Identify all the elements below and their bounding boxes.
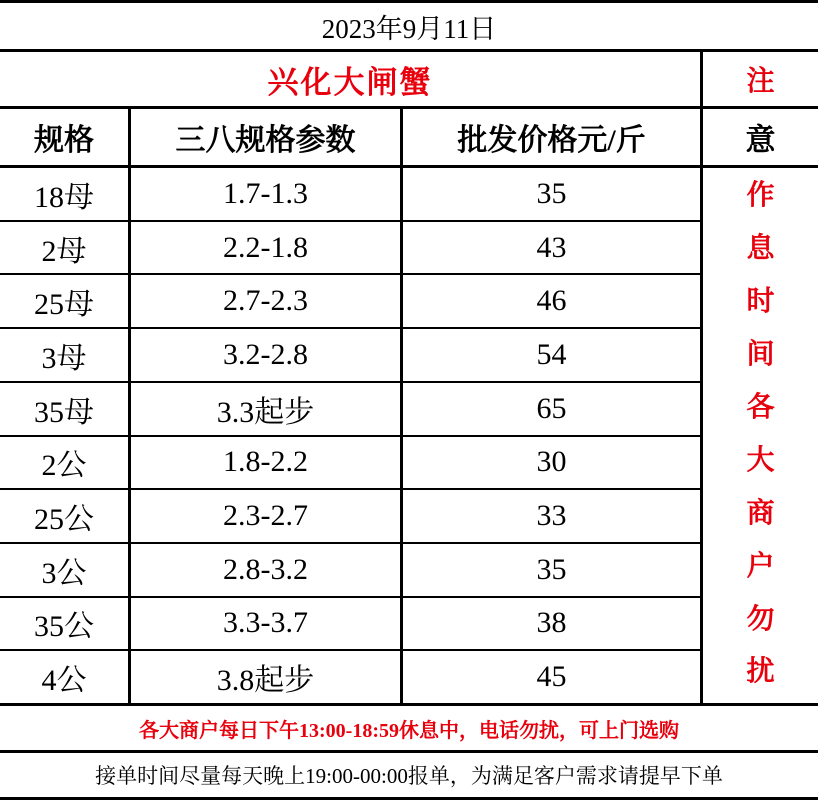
cell-param — [131, 222, 403, 274]
sheet-date: 2023年9月11日 — [321, 13, 497, 44]
cell-text: 65 — [536, 391, 567, 425]
cell-param — [131, 651, 403, 703]
column-header-label: 规格 — [34, 124, 94, 157]
footer-note-order-text: 接单时间尽量每天晚上19:00-00:00报单，为满足客户需求请提早下单 — [95, 764, 723, 788]
cell-param — [131, 490, 403, 542]
note-column — [703, 168, 818, 703]
sheet-title: 兴化大闸蟹 — [267, 64, 433, 100]
cell-spec — [0, 275, 131, 327]
cell-param — [131, 598, 403, 650]
note-char-cell-1 — [703, 109, 818, 165]
cell-text: 2.3-2.7 — [223, 499, 308, 533]
note-char: 大 — [746, 444, 775, 476]
cell-text: 3.3-3.7 — [223, 606, 308, 640]
table-row — [0, 222, 700, 276]
footer-note-order — [0, 753, 818, 797]
cell-price — [403, 275, 700, 327]
table-row — [0, 544, 700, 598]
cell-text: 3.3起步 — [216, 395, 315, 429]
note-char: 间 — [746, 339, 775, 371]
cell-param — [131, 275, 403, 327]
note-char: 息 — [746, 233, 775, 265]
cell-text: 4公 — [41, 664, 87, 698]
column-header-spec — [0, 109, 131, 165]
cell-price — [403, 544, 700, 596]
table-row — [0, 168, 700, 222]
column-header-price — [403, 109, 703, 165]
table-row — [0, 598, 700, 652]
table-row — [0, 490, 700, 544]
cell-price — [403, 651, 700, 703]
cell-text: 38 — [536, 606, 567, 640]
cell-param — [131, 168, 403, 220]
cell-price — [403, 383, 700, 435]
footer-note-rest-text: 各大商户每日下午13:00-18:59休息中，电话勿扰，可上门选购 — [139, 719, 679, 742]
table-row — [0, 383, 700, 437]
cell-text: 2.8-3.2 — [223, 552, 308, 586]
note-char-cell-0 — [703, 52, 818, 106]
note-char: 扰 — [746, 656, 775, 688]
note-char: 作 — [746, 180, 775, 212]
cell-spec — [0, 544, 131, 596]
table-body — [0, 168, 818, 706]
cell-text: 3.2-2.8 — [223, 337, 308, 371]
cell-text: 30 — [536, 445, 567, 479]
cell-text: 35母 — [34, 395, 94, 429]
cell-price — [403, 168, 700, 220]
cell-spec — [0, 490, 131, 542]
note-char: 各 — [746, 392, 775, 423]
column-header-param — [131, 109, 403, 165]
note-char: 商 — [746, 497, 775, 529]
cell-param — [131, 383, 403, 435]
cell-spec — [0, 168, 131, 220]
note-char: 时 — [746, 286, 775, 318]
cell-spec — [0, 329, 131, 381]
note-char: 意 — [745, 124, 776, 157]
note-char: 勿 — [746, 603, 775, 635]
cell-spec — [0, 437, 131, 489]
table-row — [0, 437, 700, 491]
cell-param — [131, 329, 403, 381]
cell-text: 3母 — [41, 341, 87, 375]
cell-param — [131, 544, 403, 596]
title-cell — [0, 52, 703, 106]
cell-price — [403, 598, 700, 650]
column-header-label: 三八规格参数 — [175, 124, 356, 157]
table-row — [0, 329, 700, 383]
note-char: 注 — [746, 66, 775, 97]
cell-text: 33 — [536, 499, 567, 533]
cell-text: 25公 — [34, 503, 94, 537]
cell-text: 35 — [536, 176, 567, 210]
table-row — [0, 275, 700, 329]
cell-spec — [0, 651, 131, 703]
cell-text: 43 — [536, 230, 567, 264]
column-header-label: 批发价格元/斤 — [457, 124, 646, 157]
cell-spec — [0, 598, 131, 650]
cell-text: 46 — [536, 284, 567, 318]
cell-text: 2.2-1.8 — [223, 230, 308, 264]
cell-param — [131, 437, 403, 489]
data-rows — [0, 168, 703, 703]
cell-text: 3公 — [41, 556, 87, 590]
cell-text: 54 — [536, 337, 567, 371]
title-row — [0, 52, 818, 109]
table-row — [0, 651, 700, 703]
cell-text: 45 — [536, 660, 567, 694]
cell-text: 2.7-2.3 — [223, 284, 308, 318]
cell-text: 25母 — [34, 288, 94, 322]
cell-price — [403, 490, 700, 542]
cell-text: 2母 — [41, 234, 87, 268]
note-char: 户 — [746, 550, 775, 582]
cell-text: 35 — [536, 552, 567, 586]
date-row — [0, 3, 818, 52]
cell-spec — [0, 222, 131, 274]
cell-text: 35公 — [34, 610, 94, 644]
cell-price — [403, 222, 700, 274]
cell-text: 1.7-1.3 — [223, 176, 308, 210]
cell-price — [403, 329, 700, 381]
cell-text: 18母 — [34, 180, 94, 214]
footer-note-rest — [0, 706, 818, 753]
cell-spec — [0, 383, 131, 435]
table-header-row — [0, 109, 818, 168]
cell-price — [403, 437, 700, 489]
cell-text: 1.8-2.2 — [223, 445, 308, 479]
cell-text: 3.8起步 — [216, 664, 315, 698]
cell-text: 2公 — [41, 449, 87, 483]
